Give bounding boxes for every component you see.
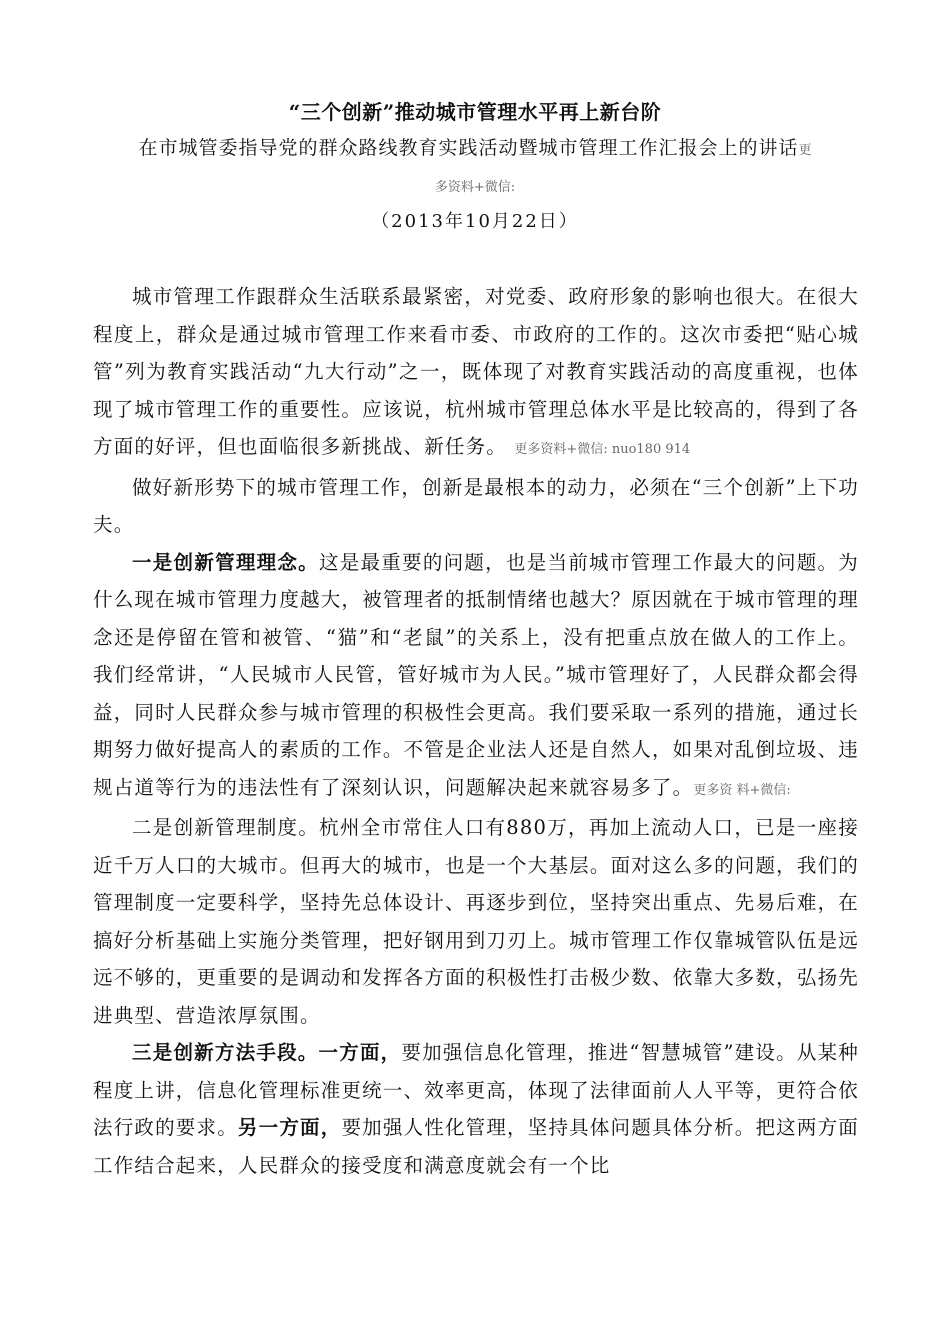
paragraph-2-text: 做好新形势下的城市管理工作，创新是最根本的动力，必须在“三个创新”上下功夫。 [93,475,859,536]
subtitle-note: 更 [798,143,812,158]
paragraph-3-heading: 一是创新管理理念。 [132,550,319,574]
paragraph-1-text: 城市管理工作跟群众生活联系最紧密，对党委、政府形象的影响也很大。在很大程度上，群众是通过城市管理工作来看市委、市政府的工作的。这次市委把“贴心城管”列为教育实践活动“九大行动”之一，既体现了对教育实践活动的高度重视，也体现了城市管理工作的重要性。应该说，杭州城市管理总体水平是比较高的，得到了各方面的好评，但也面临很多新挑战、新任务。 [93,285,859,458]
paragraph-5-text-1: 要加强信息化管理，推进“智慧城管”建设。从某种程度上讲，信息化管理标准更统一、效率更高，体现了法律面前人人平等，更符合依法行政的要求。 [93,1041,859,1139]
paragraph-5-emphasis-2: 另一方面， [237,1116,342,1139]
paragraph-3 [93,544,859,810]
paragraph-5-text-2: 要加强人性化管理，坚持具体问题具体分析。把这两方面工作结合起来，人民群众的接受度和满意度就会有一个比 [93,1116,859,1177]
paragraph-3-text: 这是最重要的问题，也是当前城市管理工作最大的问题。为什么现在城市管理力度越大，被管理者的抵制情绪也越大？原因就在于城市管理的理念还是停留在管和被管、“猫”和“老鼠”的关系上，没有把重点放在做人的工作上。我们经常讲，“人民城市人民管，管好城市为人民。”城市管理好了，人民群众都会得益，同时人民群众参与城市管理的积极性会更高。我们要采取一系列的措施，通过长期努力做好提高人的素质的工作。不管是企业法人还是自然人，如果对乱倒垃圾、违规占道等行为的违法性有了深刻认识，问题解决起来就容易多了。 [93,550,859,799]
paragraph-1 [93,278,859,469]
paragraph-2 [93,469,859,544]
document-body [93,278,859,1184]
paragraph-5-heading: 三是创新方法手段。 [132,1041,319,1064]
paragraph-3-note: 更多资 料+微信: [693,782,791,798]
paragraph-4-text: 二是创新管理制度。杭州全市常住人口有880万，再加上流动人口，已是一座接近千万人口的大城市。但再大的城市，也是一个大基层。面对这么多的问题，我们的管理制度一定要科学，坚持先总体设计、再逐步到位，坚持突出重点、先易后难，在搞好分析基础上实施分类管理，把好钢用到刀刃上。城市管理工作仅靠城管队伍是远远不够的，更重要的是调动和发挥各方面的积极性打击极少数、依靠大多数，弘扬先进典型、营造浓厚氛围。 [93,816,859,1027]
subtitle-text: 在市城管委指导党的群众路线教育实践活动暨城市管理工作汇报会上的讲话 [138,137,799,159]
subtitle-note-line: 多资料+微信: [434,180,516,195]
document-date: （2013年10月22日） [371,211,579,232]
document-title: “三个创新”推动城市管理水平再上新台阶 [288,100,662,124]
paragraph-5-emphasis-1: 一方面， [318,1041,402,1064]
paragraph-1-note: 更多资料+微信: nuo180 914 [514,442,691,457]
paragraph-4 [93,809,859,1034]
document-subtitle [50,133,900,160]
paragraph-5 [93,1034,859,1184]
